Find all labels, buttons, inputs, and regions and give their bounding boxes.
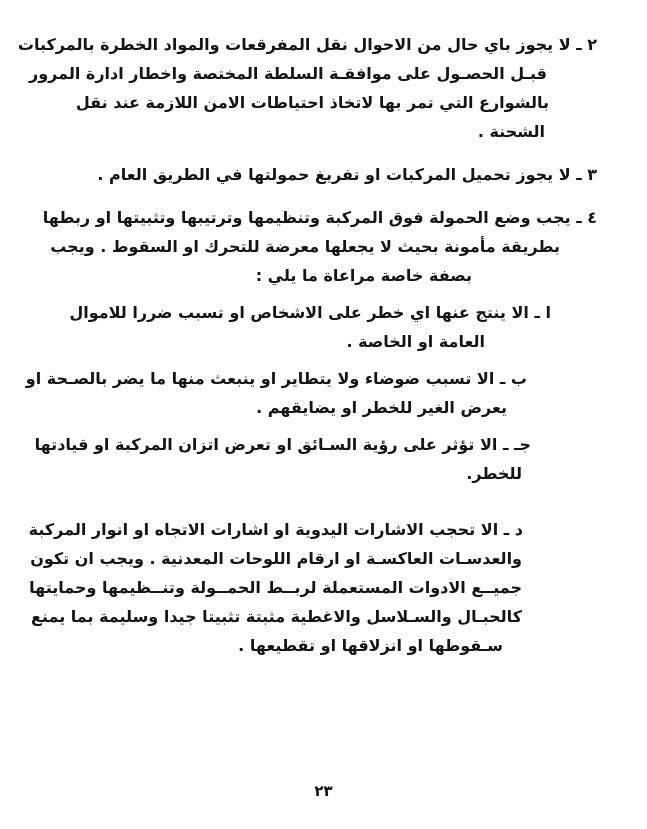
clause-2-line: ٢ ـ لا يجوز باي حال من الاحوال نقل المفرقعات والمواد الخطرة بالمركبات xyxy=(17,35,597,54)
clause-4-line: بطريقة مأمونة بحيث لا يجعلها معرضة للتحرك او السقوط . ويجب xyxy=(50,237,560,256)
sub-clause-b-line: ب ـ الا تسبب ضوضاء ولا يتطاير او ينبعث منها ما يضر بالصـحة او xyxy=(25,369,527,388)
sub-clause-d-line: د ـ الا تحجب الاشارات اليدوية او اشارات الاتجاه او انوار المركبة xyxy=(28,520,523,539)
clause-3 xyxy=(80,160,597,189)
clause-4 xyxy=(42,203,597,290)
sub-clause-a-line: العامة او الخاصة . xyxy=(346,332,485,351)
clause-2-line: الشحنة . xyxy=(477,122,545,141)
sub-clause-c-line: جـ ـ الا تؤثر على رؤية السـائق او تعرض اتزان المركبة او قيادتها xyxy=(34,435,531,454)
clause-4-line: بصفة خاصة مراعاة ما يلي : xyxy=(255,266,472,285)
sub-clause-d xyxy=(28,515,597,660)
sub-clause-b xyxy=(25,364,597,422)
clause-4-line: ٤ ـ يجب وضع الحمولة فوق المركبة وتنظيمها وترتيبها وتثبيتها او ربطها xyxy=(42,208,597,227)
clause-2-line: قبـل الحصـول على موافقـة السلطة المختصة واخطار ادارة المرور xyxy=(29,64,547,83)
clause-2 xyxy=(17,30,597,146)
sub-clause-d-line: والعدسـات العاكسـة او ارقام اللوحات المعدنية . ويجب ان تكون xyxy=(30,549,522,568)
clause-2-line: بالشوارع التي تمر بها لاتخاذ احتياطات الامن اللازمة عند نقل xyxy=(75,93,549,112)
sub-clause-d-line: كالحبـال والسـلاسل والاغطية مثبتة تثبيتا جيدا وسليمة بما يمنع xyxy=(31,607,522,626)
sub-clause-c xyxy=(34,430,597,488)
sub-clause-b-line: يعرض الغير للخطر او يضايقهم . xyxy=(256,398,507,417)
sub-clause-c-line: للخطر. xyxy=(466,464,522,483)
page-number: ٢٣ xyxy=(314,782,333,800)
sub-clause-d-line: جميــع الادوات المستعملة لربــط الحمــولة وتنــظيمها وحمايتها xyxy=(29,578,522,597)
sub-clause-a xyxy=(69,298,597,356)
clause-3-line: ٣ ـ لا يجوز تحميل المركبات او تفريغ حمولتها في الطريق العام . xyxy=(97,165,597,184)
sub-clause-d-line: سـقوطها او انزلاقها او تقطيعها . xyxy=(238,636,503,655)
sub-clause-a-line: ا ـ الا ينتج عنها اي خطر على الاشخاص او تسبب ضررا للاموال xyxy=(69,303,551,322)
